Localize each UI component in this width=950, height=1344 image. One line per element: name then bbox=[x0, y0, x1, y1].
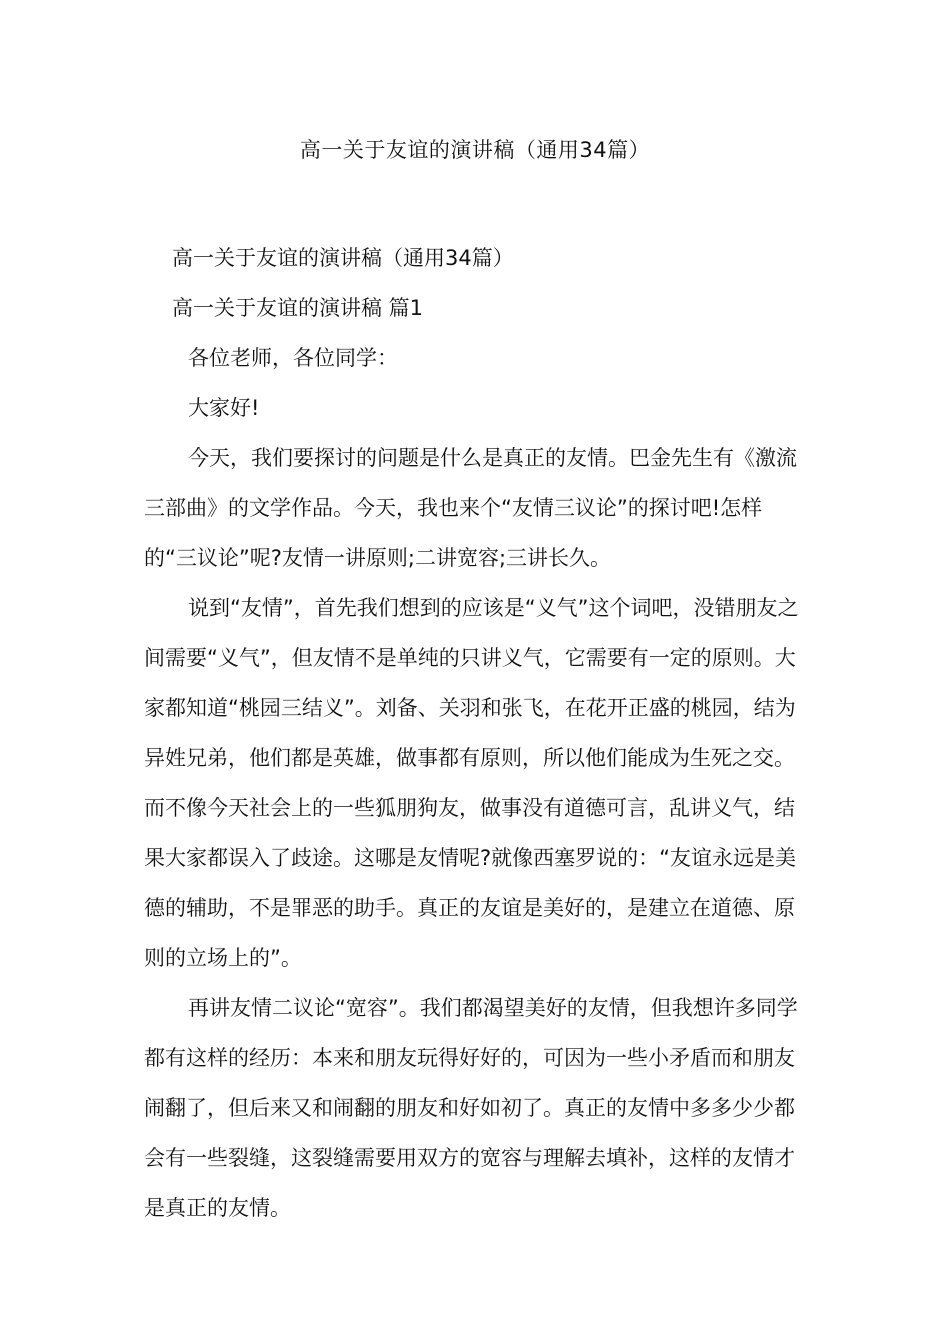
paragraph-tolerance: 再讲友情二议论“宽容”。我们都渴望美好的友情，但我想许多同学都有这样的经历：本来和朋友玩得好好的，可因为一些小矛盾而和朋友闹翻了，但后来又和闹翻的朋友和好如初了。真正的友情中多多少少都会有一些裂缝，这裂缝需要用双方的宽容与理解去填补，这样的友情才是真正的友情。 bbox=[144, 996, 798, 1220]
document-body bbox=[144, 233, 808, 1233]
paragraph-principle: 说到“友情”，首先我们想到的应该是“义气”这个词吧，没错朋友之间需要“义气”，但友情不是单纯的只讲义气，它需要有一定的原则。大家都知道“桃园三结义”。刘备、关羽和张飞，在花开正盛的桃园，结为异姓兄弟，他们都是英雄，做事都有原则，所以他们能成为生死之交。而不像今天社会上的一些狐朋狗友，做事没有道德可言，乱讲义气，结果大家都误入了歧途。这哪是友情呢?就像西塞罗说的：“友谊永远是美德的辅助，不是罪恶的助手。真正的友谊是美好的，是建立在道德、原则的立场上的”。 bbox=[144, 596, 799, 970]
document-subtitle: 高一关于友谊的演讲稿（通用34篇） bbox=[172, 246, 514, 270]
salutation: 各位老师，各位同学： bbox=[188, 346, 398, 370]
greeting: 大家好! bbox=[188, 396, 260, 420]
document-title: 高一关于友谊的演讲稿（通用34篇） bbox=[299, 138, 651, 162]
paragraph-intro: 今天，我们要探讨的问题是什么是真正的友情。巴金先生有《激流三部曲》的文学作品。今天，我也来个“友情三议论”的探讨吧!怎样的“三议论”呢?友情一讲原则;二讲宽容;三讲长久。 bbox=[144, 446, 797, 570]
section-heading: 高一关于友谊的演讲稿 篇1 bbox=[172, 296, 424, 320]
